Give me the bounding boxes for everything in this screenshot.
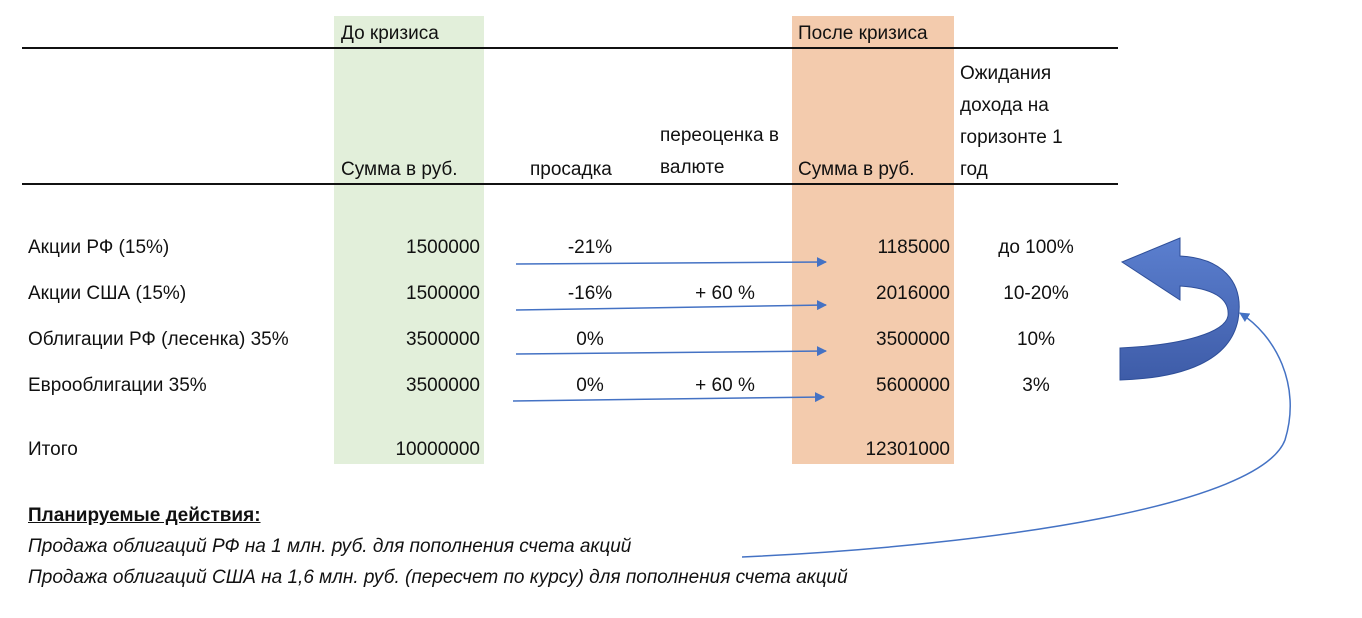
row-revaluation-value: + 60 % [695, 283, 755, 304]
row-drawdown-value: 0% [576, 375, 604, 396]
drawdown-header: просадка [530, 159, 612, 180]
row-drawdown-value: -16% [567, 283, 613, 304]
action-item: Продажа облигаций РФ на 1 млн. руб. для пополнения счета акций [28, 536, 632, 557]
row-before-value: 3500000 [406, 375, 480, 396]
row-label: Еврооблигации 35% [28, 375, 207, 396]
row-after-value: 1185000 [877, 237, 950, 258]
row-after-value: 3500000 [876, 329, 950, 350]
planned-actions-title: Планируемые действия: [28, 505, 261, 526]
after-crisis-heading: После кризиса [798, 23, 928, 44]
row-before-value: 3500000 [406, 329, 480, 350]
row-after-value: 5600000 [876, 375, 950, 396]
row-before-value: 1500000 [406, 283, 480, 304]
total-before-value: 10000000 [395, 439, 480, 460]
expectations-header: Ожидания дохода на горизонте 1 год [960, 63, 1063, 180]
row-expected-value: 10-20% [1003, 283, 1069, 304]
sum-after-header: Сумма в руб. [798, 159, 915, 180]
row-after-value: 2016000 [876, 283, 950, 304]
total-label: Итого [28, 439, 78, 460]
sum-before-header: Сумма в руб. [341, 159, 458, 180]
row-expected-value: до 100% [998, 237, 1074, 258]
revaluation-header: переоценка в валюте [660, 125, 779, 178]
row-1-transition-arrow [516, 262, 826, 264]
row-label: Акции РФ (15%) [28, 237, 170, 258]
total-after-value: 12301000 [865, 439, 950, 460]
row-before-value: 1500000 [406, 237, 480, 258]
row-drawdown-value: -21% [567, 237, 613, 258]
before-crisis-heading: До кризиса [341, 23, 439, 44]
row-2-transition-arrow [516, 305, 826, 310]
curved-block-arrow-icon [1120, 238, 1239, 380]
row-revaluation-value: + 60 % [695, 375, 755, 396]
row-4-transition-arrow [513, 397, 824, 401]
row-3-transition-arrow [516, 351, 826, 354]
action-item: Продажа облигаций США на 1,6 млн. руб. (пересчет по курсу) для пополнения счета акций [28, 567, 848, 588]
row-expected-value: 10% [1016, 329, 1056, 350]
row-drawdown-value: 0% [576, 329, 604, 350]
row-expected-value: 3% [1022, 375, 1050, 396]
row-label: Облигации РФ (лесенка) 35% [28, 329, 289, 350]
row-label: Акции США (15%) [28, 283, 187, 304]
